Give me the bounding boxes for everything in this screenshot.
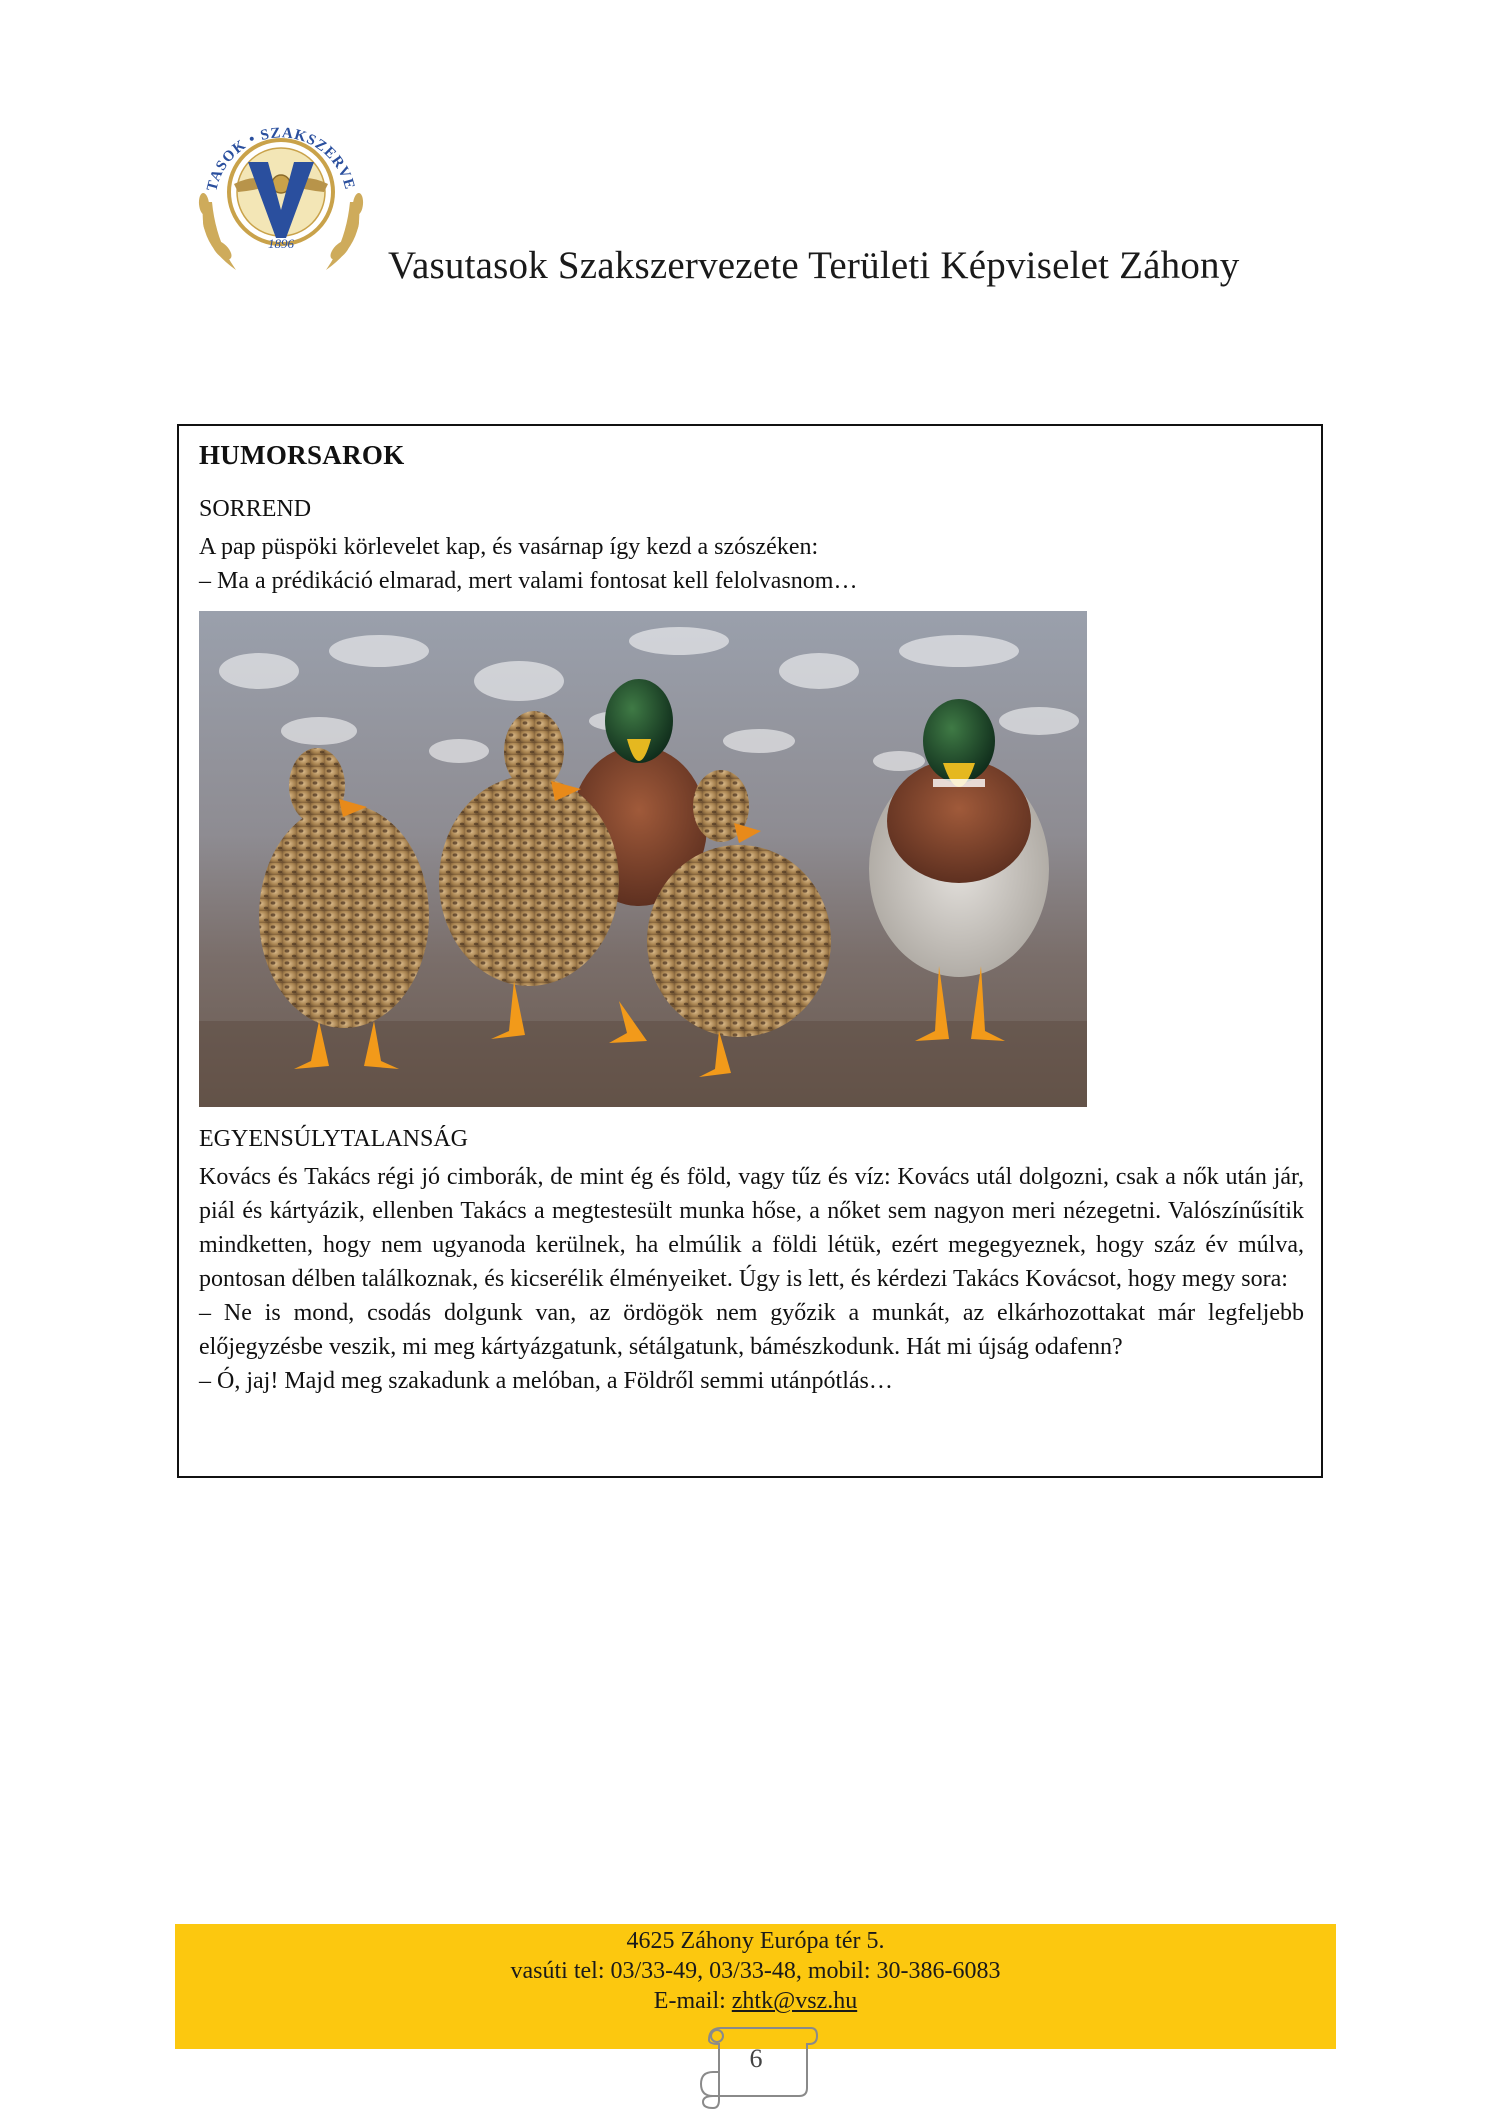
page-number: 6 [749,2044,763,2073]
footer-email-line [175,1986,1336,2016]
joke2-title: EGYENSÚLYTALANSÁG [199,1126,468,1152]
joke2-paragraph: – Ne is mond, csodás dolgunk van, az ördögök nem győzik a munkát, az elkárhozottakat már legfeljebb előjegyzésbe veszik, mi meg kártyázgatunk, sétálgatunk, bámészkodunk. Hát mi újság odafenn? [199,1300,1304,1360]
page-number-badge [689,2022,823,2110]
email-link[interactable]: zhtk@vsz.hu [731,1988,858,2014]
joke1-line: A pap püspöki körlevelet kap, és vasárnap így kezd a szószéken: [199,534,819,560]
footer-email-label: E-mail: [653,1988,732,2014]
logo-year: 1896 [268,236,294,251]
joke1-text [199,530,857,598]
section-title: HUMORSAROK [199,440,405,470]
joke2-paragraph: Kovács és Takács régi jó cimborák, de mint ég és föld, vagy tűz és víz: Kovács utál dolgozni, csak a nők után jár, piál és kártyázik, ellenben Takács a megtestesült munka hőse, a nőket sem nagyon meri nézegetni. Valószínűsítik mindketten, hogy nem ugyanoda kerülnek, ha elmúlik a földi létük, ezért megegyeznek, hogy száz év múlva, pontosan délben találkoznak, és kicserélik élményeiket. Úgy is lett, és kérdezi Takács Kovácsot, hogy megy sora: [199,1164,1304,1292]
union-logo [186,92,376,282]
logo-ring-text: TASOK • SZAKSZERVE [204,125,358,193]
footer-address: 4625 Záhony Európa tér 5. [626,1928,885,1954]
ducks-photo [199,611,1087,1107]
humor-box [177,424,1323,1478]
org-title: Vasutasok Szakszervezete Területi Képviselet Záhony [388,244,1240,287]
joke2-text [199,1160,1304,1398]
footer-phones: vasúti tel: 03/33-49, 03/33-48, mobil: 30-386-6083 [510,1958,1001,1984]
joke2-paragraph: – Ó, jaj! Majd meg szakadunk a melóban, a Földről semmi utánpótlás… [199,1368,893,1394]
joke1-title: SORREND [199,496,312,522]
joke1-line: – Ma a prédikáció elmarad, mert valami fontosat kell felolvasnom… [199,568,858,594]
